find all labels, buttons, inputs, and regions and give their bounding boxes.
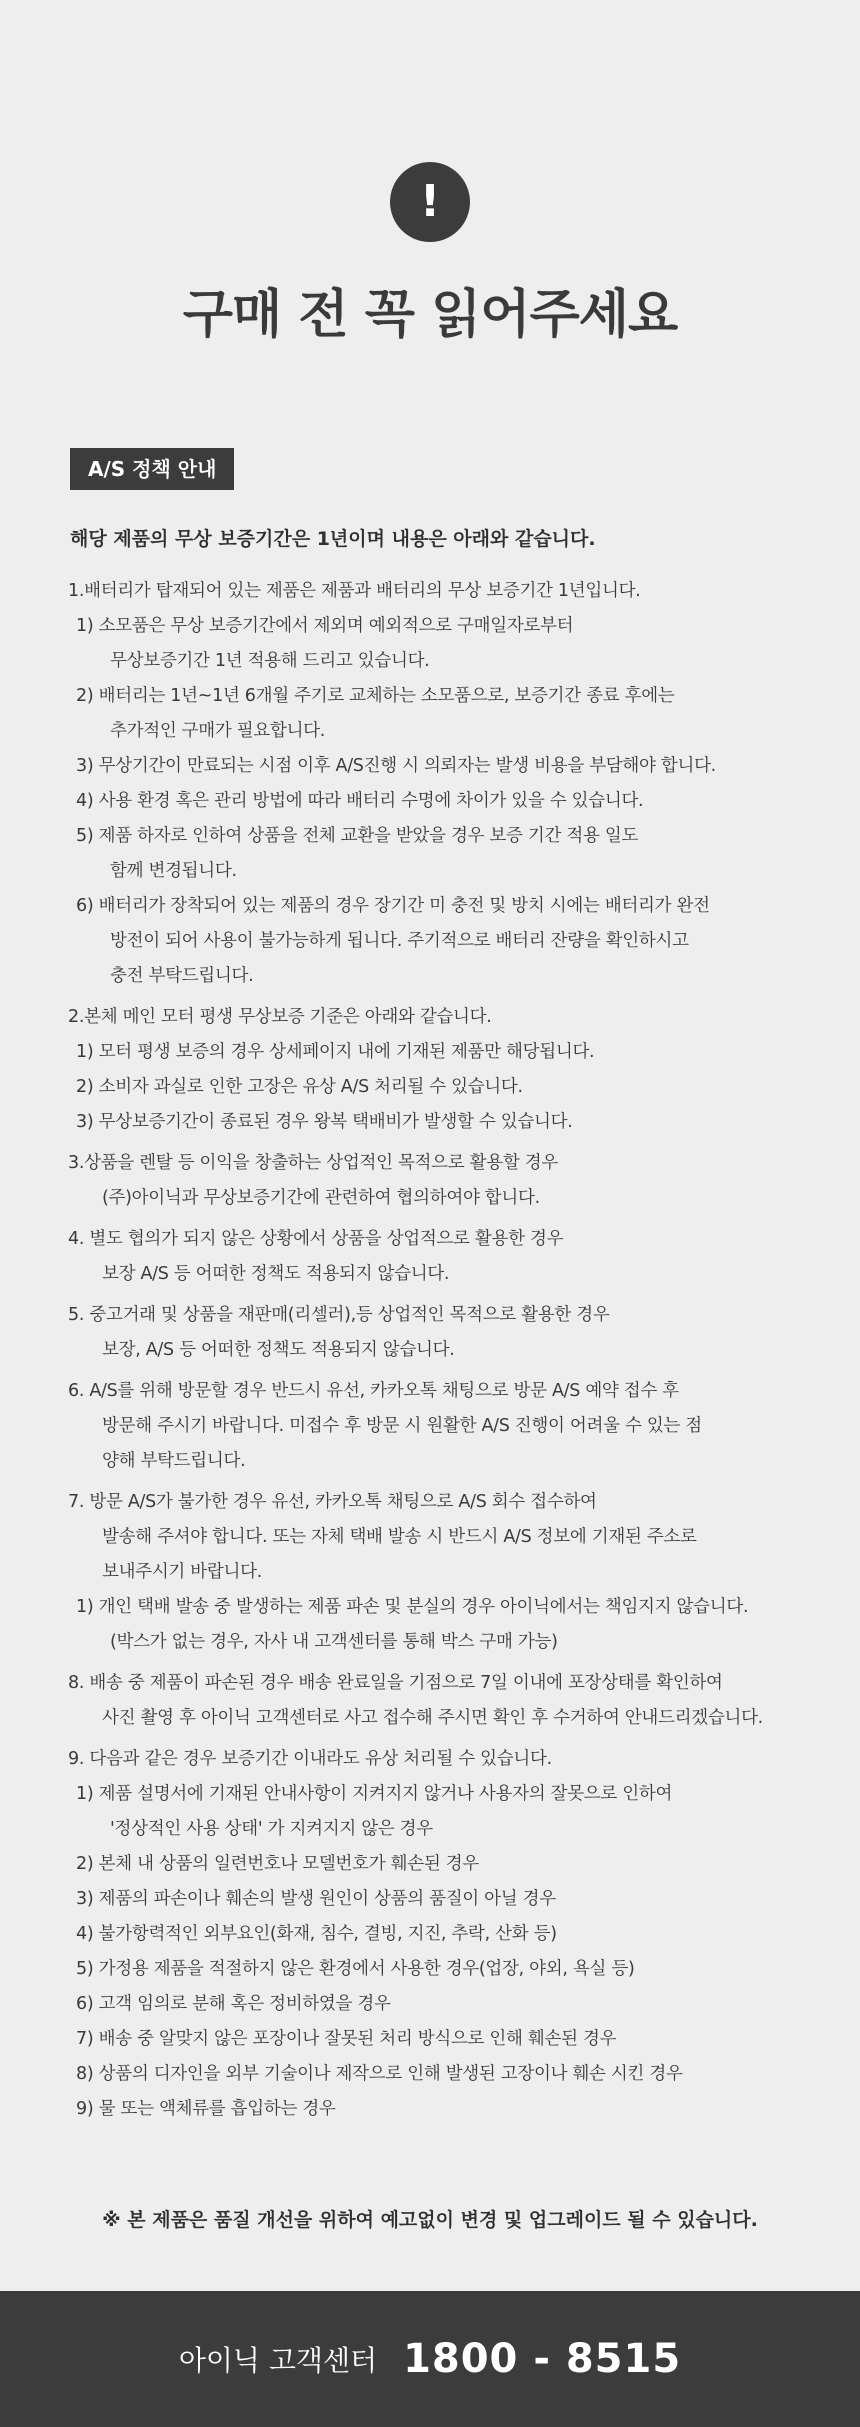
policy-item: 8) 상품의 디자인을 외부 기술이나 제작으로 인해 발생된 고장이나 훼손 시킨 경우	[76, 2064, 683, 2084]
policy-item: 3) 무상보증기간이 종료된 경우 왕복 택배비가 발생할 수 있습니다.	[76, 1112, 573, 1132]
customer-center-phone: 1800 - 8515	[403, 2336, 682, 2382]
policy-item: 2) 소비자 과실로 인한 고장은 유상 A/S 처리될 수 있습니다.	[76, 1077, 523, 1097]
policy-item: 6) 배터리가 장착되어 있는 제품의 경우 장기간 미 충전 및 방치 시에는 배터리가 완전	[76, 896, 710, 916]
policy-section	[68, 1298, 808, 1368]
policy-item: 2) 본체 내 상품의 일련번호나 모델번호가 훼손된 경우	[76, 1854, 479, 1874]
policy-section	[68, 1222, 808, 1292]
policy-heading-continued: 보장, A/S 등 어떠한 정책도 적용되지 않습니다.	[102, 1340, 455, 1360]
policy-item: 4) 사용 환경 혹은 관리 방법에 따라 배터리 수명에 차이가 있을 수 있습니다.	[76, 791, 644, 811]
policy-item-continued: 충전 부탁드립니다.	[110, 966, 254, 986]
policy-heading: 7. 방문 A/S가 불가한 경우 유선, 카카오톡 채팅으로 A/S 회수 접수하여	[68, 1492, 597, 1512]
policy-heading: 8. 배송 중 제품이 파손된 경우 배송 완료일을 기점으로 7일 이내에 포장상태를 확인하여	[68, 1673, 723, 1693]
policy-item: 6) 고객 임의로 분해 혹은 정비하였을 경우	[76, 1994, 391, 2014]
policy-item: 7) 배송 중 알맞지 않은 포장이나 잘못된 처리 방식으로 인해 훼손된 경우	[76, 2029, 617, 2049]
policy-item-continued: 방전이 되어 사용이 불가능하게 됩니다. 주기적으로 배터리 잔량을 확인하시고	[110, 931, 689, 951]
policy-item: 3) 무상기간이 만료되는 시점 이후 A/S진행 시 의뢰자는 발생 비용을 부담해야 합니다.	[76, 756, 716, 776]
intro-text: 해당 제품의 무상 보증기간은 1년이며 내용은 아래와 같습니다.	[70, 528, 596, 550]
policy-heading-continued: 방문해 주시기 바랍니다. 미접수 후 방문 시 원활한 A/S 진행이 어려울 수 있는 점	[102, 1416, 702, 1436]
policy-item-continued: '정상적인 사용 상태' 가 지켜지지 않은 경우	[110, 1819, 433, 1839]
policy-heading: 5. 중고거래 및 상품을 재판매(리셀러),등 상업적인 목적으로 활용한 경우	[68, 1305, 610, 1325]
policy-heading: 6. A/S를 위해 방문할 경우 반드시 유선, 카카오톡 채팅으로 방문 A/S 예약 접수 후	[68, 1381, 679, 1401]
policy-heading-continued: 양해 부탁드립니다.	[102, 1451, 246, 1471]
policy-item-continued: 함께 변경됩니다.	[110, 861, 237, 881]
policy-heading-continued: 보장 A/S 등 어떠한 정책도 적용되지 않습니다.	[102, 1264, 450, 1284]
policy-body	[68, 574, 808, 2133]
policy-item: 4) 불가항력적인 외부요인(화재, 침수, 결빙, 지진, 추락, 산화 등)	[76, 1924, 557, 1944]
policy-item: 1) 제품 설명서에 기재된 안내사항이 지켜지지 않거나 사용자의 잘못으로 인하여	[76, 1784, 673, 1804]
policy-section	[68, 1000, 808, 1140]
policy-item-continued: 무상보증기간 1년 적용해 드리고 있습니다.	[110, 651, 430, 671]
footer-bar	[0, 2291, 860, 2427]
alert-icon: !	[390, 162, 470, 242]
policy-item: 1) 소모품은 무상 보증기간에서 제외며 예외적으로 구매일자로부터	[76, 616, 574, 636]
policy-section	[68, 1374, 808, 1479]
policy-item: 1) 개인 택배 발송 중 발생하는 제품 파손 및 분실의 경우 아이닉에서는 책임지지 않습니다.	[76, 1597, 749, 1617]
policy-section	[68, 1742, 808, 2127]
policy-section	[68, 1146, 808, 1216]
policy-item-continued: 추가적인 구매가 필요합니다.	[110, 721, 326, 741]
policy-item: 2) 배터리는 1년~1년 6개월 주기로 교체하는 소모품으로, 보증기간 종료 후에는	[76, 686, 675, 706]
policy-section	[68, 1485, 808, 1660]
policy-heading: 3.상품을 렌탈 등 이익을 창출하는 상업적인 목적으로 활용할 경우	[68, 1153, 558, 1173]
policy-heading: 1.배터리가 탑재되어 있는 제품은 제품과 배터리의 무상 보증기간 1년입니다.	[68, 581, 641, 601]
policy-item-continued: (박스가 없는 경우, 자사 내 고객센터를 통해 박스 구매 가능)	[110, 1632, 558, 1652]
policy-section	[68, 1666, 808, 1736]
policy-heading-continued: 발송해 주셔야 합니다. 또는 자체 택배 발송 시 반드시 A/S 정보에 기재된 주소로	[102, 1527, 697, 1547]
customer-center-label: 아이닉 고객센터	[178, 2344, 378, 2377]
policy-item: 3) 제품의 파손이나 훼손의 발생 원인이 상품의 품질이 아닐 경우	[76, 1889, 556, 1909]
policy-item: 5) 가정용 제품을 적절하지 않은 환경에서 사용한 경우(업장, 야외, 욕실 등)	[76, 1959, 635, 1979]
notice-text: ※ 본 제품은 품질 개선을 위하여 예고없이 변경 및 업그레이드 될 수 있습니다.	[102, 2209, 758, 2231]
policy-heading-continued: (주)아이닉과 무상보증기간에 관련하여 협의하여야 합니다.	[102, 1188, 540, 1208]
page-title: 구매 전 꼭 읽어주세요	[182, 285, 678, 345]
section-badge: A/S 정책 안내	[70, 448, 234, 490]
policy-heading-continued: 보내주시기 바랍니다.	[102, 1562, 262, 1582]
policy-section	[68, 574, 808, 994]
policy-heading: 2.본체 메인 모터 평생 무상보증 기준은 아래와 같습니다.	[68, 1007, 492, 1027]
policy-heading-continued: 사진 촬영 후 아이닉 고객센터로 사고 접수해 주시면 확인 후 수거하여 안내드리겠습니다.	[102, 1708, 763, 1728]
policy-item: 1) 모터 평생 보증의 경우 상세페이지 내에 기재된 제품만 해당됩니다.	[76, 1042, 595, 1062]
policy-heading: 4. 별도 협의가 되지 않은 상황에서 상품을 상업적으로 활용한 경우	[68, 1229, 564, 1249]
policy-item: 9) 물 또는 액체류를 흡입하는 경우	[76, 2099, 336, 2119]
policy-heading: 9. 다음과 같은 경우 보증기간 이내라도 유상 처리될 수 있습니다.	[68, 1749, 552, 1769]
policy-item: 5) 제품 하자로 인하여 상품을 전체 교환을 받았을 경우 보증 기간 적용 일도	[76, 826, 639, 846]
